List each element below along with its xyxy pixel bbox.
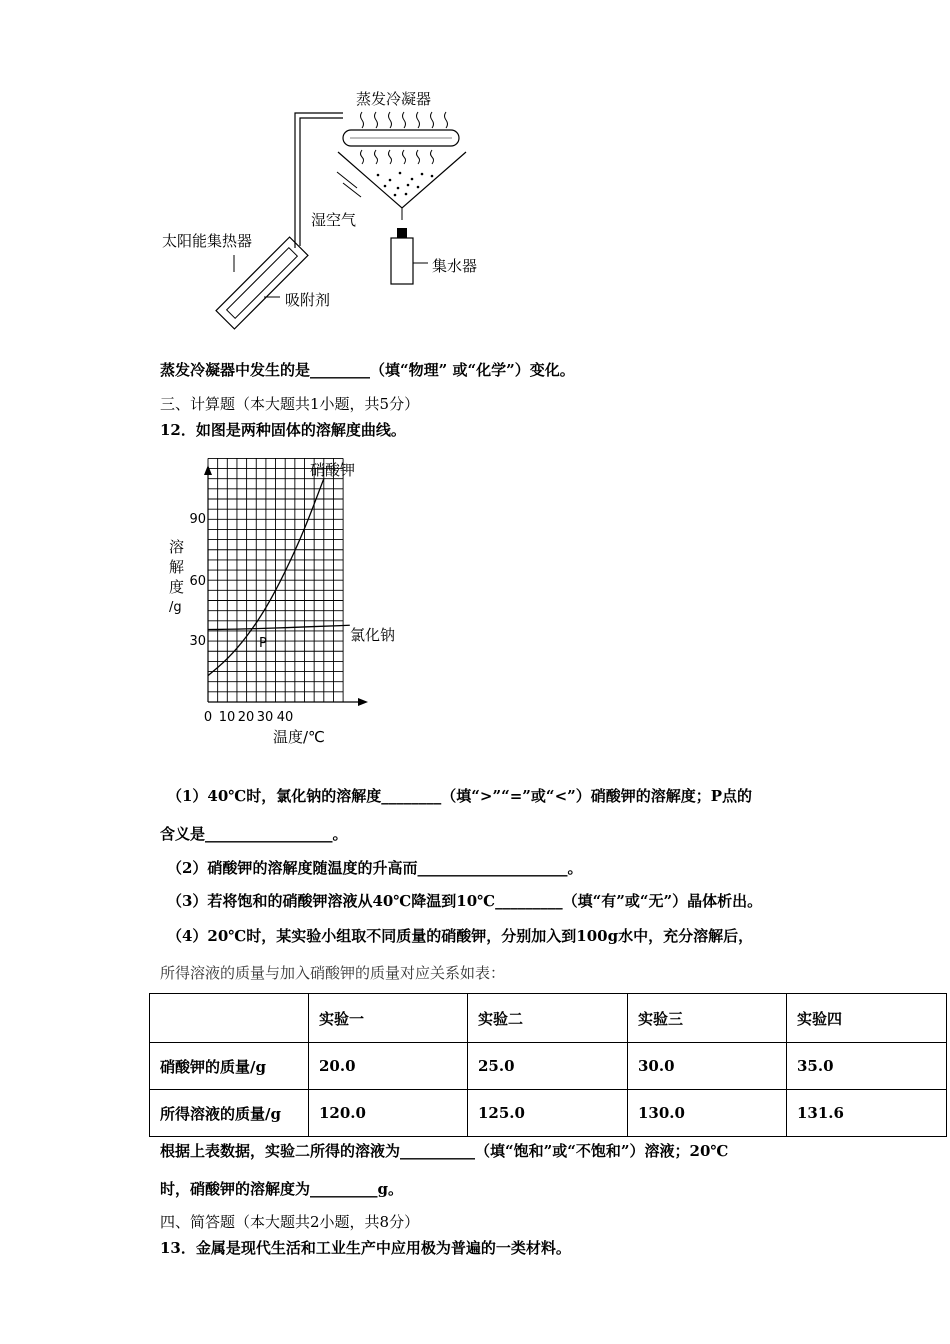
q13-intro: 13．金属是现代生活和工业生产中应用极为普遍的一类材料。 [160, 1239, 571, 1257]
q12-part4-a: （4）20℃时，某实验小组取不同质量的硝酸钾，分别加入到100g水中，充分溶解后， [167, 927, 754, 945]
x-axis-label: 温度/℃ [273, 728, 325, 746]
vapor-lines-top [361, 112, 448, 128]
q12-part1-b: 含义是_________________。 [160, 825, 348, 843]
table-header-cell: 实验三 [628, 994, 787, 1043]
q12-part4-b: 所得溶液的质量与加入硝酸钾的质量对应关系如表： [160, 964, 506, 982]
chart-grid [208, 458, 343, 702]
experiment-table [149, 993, 947, 1137]
table-cell: 125.0 [468, 1090, 628, 1137]
y-label-4: /g [169, 600, 182, 615]
table-cell: 35.0 [787, 1043, 947, 1090]
y-tick-60: 60 [189, 574, 206, 589]
series-line-nacl [208, 625, 350, 629]
table-header-cell [150, 994, 309, 1043]
x-axis-arrow [358, 698, 368, 706]
table-cell: 所得溶液的质量/g [150, 1090, 309, 1137]
table-cell: 120.0 [309, 1090, 468, 1137]
label-condenser: 蒸发冷凝器 [356, 90, 432, 108]
series-label-nacl: 氯化钠 [350, 626, 396, 644]
table-header-cell: 实验二 [468, 994, 628, 1043]
q11-tail: 蒸发冷凝器中发生的是________（填“物理” 或“化学”）变化。 [160, 361, 575, 379]
section4-heading: 四、简答题（本大题共2小题，共8分） [160, 1213, 420, 1231]
x-tick-0: 0 [203, 710, 213, 725]
table-header-cell: 实验一 [309, 994, 468, 1043]
table-cell: 30.0 [628, 1043, 787, 1090]
table-cell: 硝酸钾的质量/g [150, 1043, 309, 1090]
x-tick-30: 30 [256, 710, 274, 725]
table-header-row [150, 994, 947, 1043]
y-axis-arrow [204, 465, 212, 475]
table-header-cell: 实验四 [787, 994, 947, 1043]
label-humid-air: 湿空气 [311, 211, 357, 229]
vapor-lines-funnel [361, 150, 434, 164]
q12-part3: （3）若将饱和的硝酸钾溶液从40℃降温到10℃_________（填“有”或“无”）晶体析出。 [167, 892, 763, 910]
y-label-2: 解 [169, 558, 185, 576]
water-collector-cap [397, 228, 407, 238]
table-row [150, 1043, 947, 1090]
series-label-kno3: 硝酸钾 [310, 461, 356, 479]
table-cell: 20.0 [309, 1043, 468, 1090]
x-tick-20: 20 [237, 710, 255, 725]
label-solar-collector: 太阳能集热器 [162, 232, 253, 250]
label-adsorbent: 吸附剂 [285, 291, 331, 309]
label-water-collector: 集水器 [432, 257, 478, 275]
table-row [150, 1090, 947, 1137]
table-cell: 25.0 [468, 1043, 628, 1090]
y-tick-90: 90 [189, 512, 206, 527]
y-tick-30: 30 [189, 634, 206, 649]
q12-part2: （2）硝酸钾的溶解度随温度的升高而____________________。 [167, 859, 583, 877]
table-cell: 130.0 [628, 1090, 787, 1137]
x-tick-10: 10 [218, 710, 236, 725]
table-cell: 131.6 [787, 1090, 947, 1137]
y-label-3: 度 [169, 578, 185, 596]
point-p-label: P [259, 636, 267, 651]
q12-part4-c: 根据上表数据，实验二所得的溶液为__________（填“饱和”或“不饱和”）溶液；20℃ [160, 1142, 729, 1160]
funnel [338, 152, 466, 208]
q12-part1-a: （1）40℃时，氯化钠的溶解度________（填“>”“=”或“<”）硝酸钾的溶解度；P点的 [167, 787, 753, 805]
q12-part4-d: 时，硝酸钾的溶解度为_________g。 [160, 1180, 403, 1198]
q12-intro: 12．如图是两种固体的溶解度曲线。 [160, 421, 406, 439]
y-label-1: 溶 [169, 538, 185, 556]
section3-heading: 三、计算题（本大题共1小题，共5分） [160, 395, 420, 413]
solubility-chart [160, 455, 420, 750]
x-tick-40: 40 [276, 710, 294, 725]
water-collector-bottle [391, 238, 413, 284]
